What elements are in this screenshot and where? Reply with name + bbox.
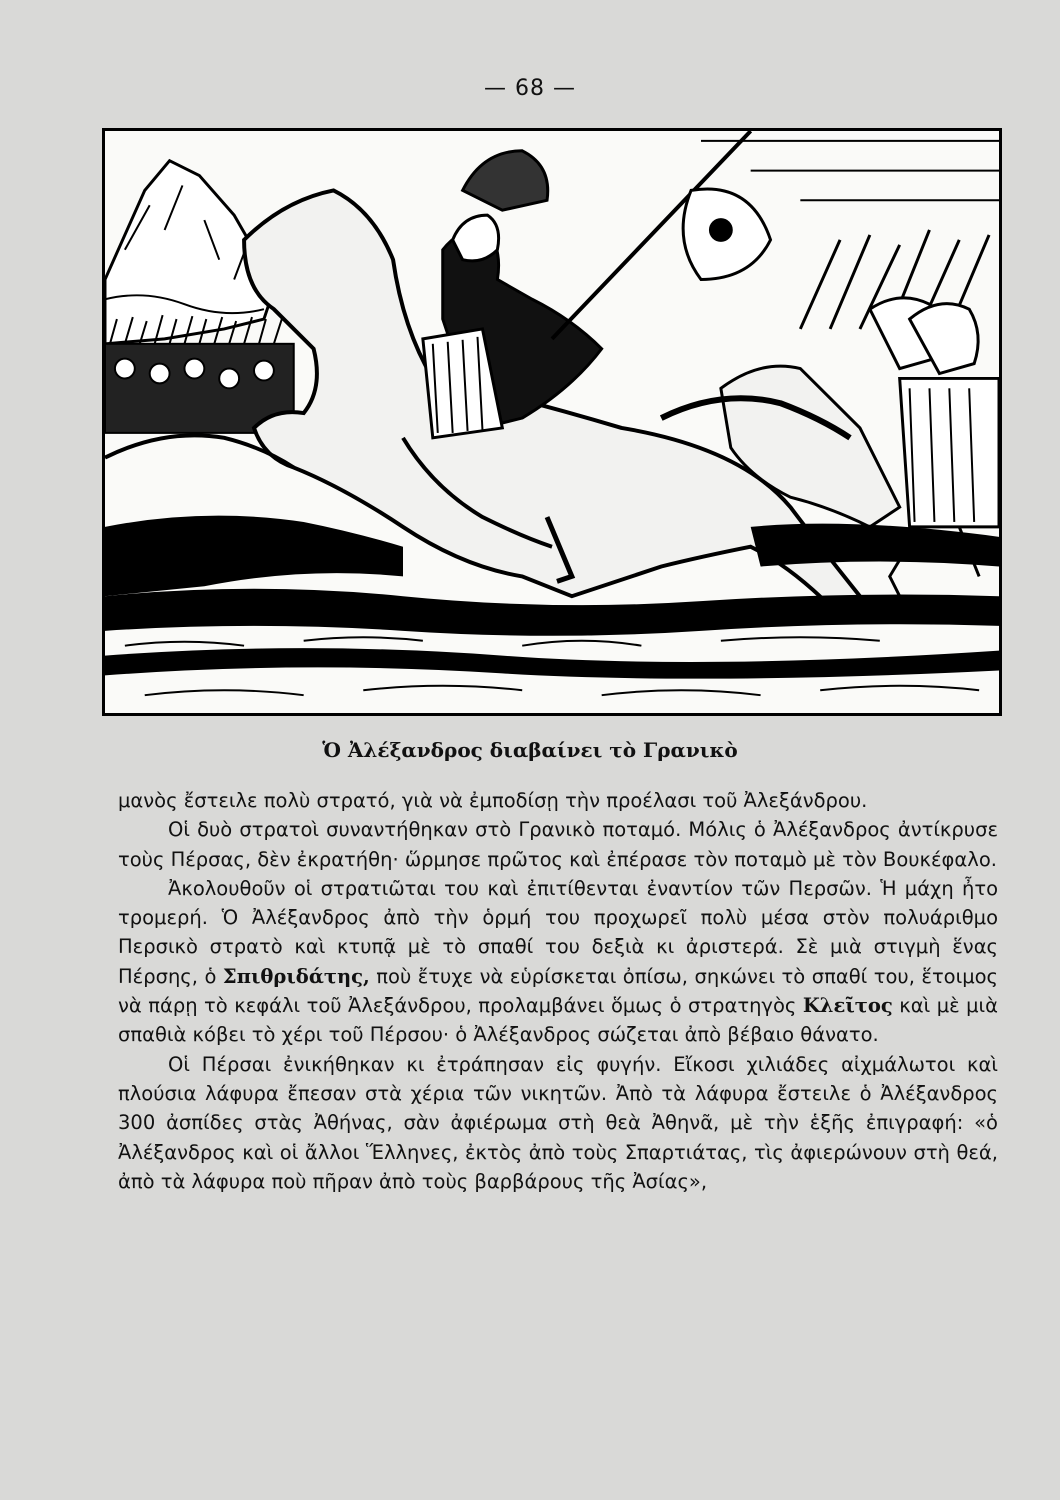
illustration: [102, 128, 1002, 716]
body-text: [118, 786, 998, 1196]
rider-helmet: [463, 151, 548, 210]
name-kleitos: Κλεῖτος: [802, 994, 893, 1018]
battle-illustration: [105, 131, 999, 713]
text-run: Οἱ Πέρσαι ἐνικήθηκαν κι ἐτράπησαν εἰς φυγήν. Εἴκοσι χιλιάδες αἰχμάλωτοι καὶ πλούσια λάφυρα ἔπεσαν στὰ χέρια τῶν νικητῶν. Ἀπὸ τὰ λάφυρα ἔστειλε ὁ Ἀλέξανδρος 300 ἀσπίδες στὰς Ἀθήνας, σὰν ἀφιέρωμα στὴ θεὰ Ἀθηνᾶ, μὲ τὴν ἑξῆς ἐπιγραφή: «ὁ Ἀλέξανδρος καὶ οἱ ἄλλοι Ἕλληνες, ἐκτὸς ἀπὸ τοὺς Σπαρτιάτας, τὶς ἀφιερώνουν στὴ θεά, ἀπὸ τὰ λάφυρα ποὺ πῆραν ἀπὸ τοὺς βαρβάρους τῆς Ἀσίας»,: [118, 1052, 998, 1193]
paragraph-4: [118, 1050, 998, 1196]
page-number: — 68 —: [484, 76, 576, 101]
name-spithridates: Σπιθριδάτης,: [222, 964, 370, 988]
paragraph-2: [118, 815, 998, 874]
text-run: καὶ μὲ μιὰ σπαθιὰ κόβει τὸ χέρι τοῦ Πέρσου· ὁ Ἀλέξανδρος σώζεται ἀπὸ βέβαιο θάνατο.: [118, 994, 998, 1047]
text-run: Ἀκολουθοῦν οἱ στρατιῶται του καὶ ἐπιτίθενται ἐναντίον τῶν Περσῶν. Ἡ μάχη ἦτο τρομερή. Ὁ Ἀλέξανδρος ἀπὸ τὴν ὁρμή του προχωρεῖ πολὺ μέσα στὸν πολυάριθμο Περσικὸ στρατὸ καὶ κτυπᾷ μὲ τὸ σπαθί του δεξιὰ κι ἀριστερά. Σὲ μιὰ στιγμὴ ἕνας Πέρσης, ὁ: [118, 876, 998, 988]
text-run: Οἱ δυὸ στρατοὶ συναντήθηκαν στὸ Γρανικὸ ποταμό. Μόλις ὁ Ἀλέξανδρος ἀντίκρυσε τοὺς Πέρσας, δὲν ἐκρατήθη· ὥρμησε πρῶτος καὶ ἐπέρασε τὸν ποταμὸ μὲ τὸν Βουκέφαλο.: [118, 818, 998, 871]
paragraph-1: [118, 786, 998, 815]
paragraph-3: [118, 874, 998, 1050]
illustration-caption: Ὁ Ἀλέξανδρος διαβαίνει τὸ Γρανικὸ: [322, 738, 738, 762]
text-run: μανὸς ἔστειλε πολὺ στρατό, γιὰ νὰ ἐμποδίσῃ τὴν προέλασι τοῦ Ἀλεξάνδρου.: [118, 789, 868, 812]
text-run: ποὺ ἔτυχε νὰ εὑρίσκεται ὀπίσω, σηκώνει τὸ σπαθί του, ἕτοιμος νὰ πάρῃ τὸ κεφάλι τοῦ Ἀλεξάνδρου, προλαμβάνει ὅμως ὁ στρατηγὸς: [118, 964, 998, 1018]
